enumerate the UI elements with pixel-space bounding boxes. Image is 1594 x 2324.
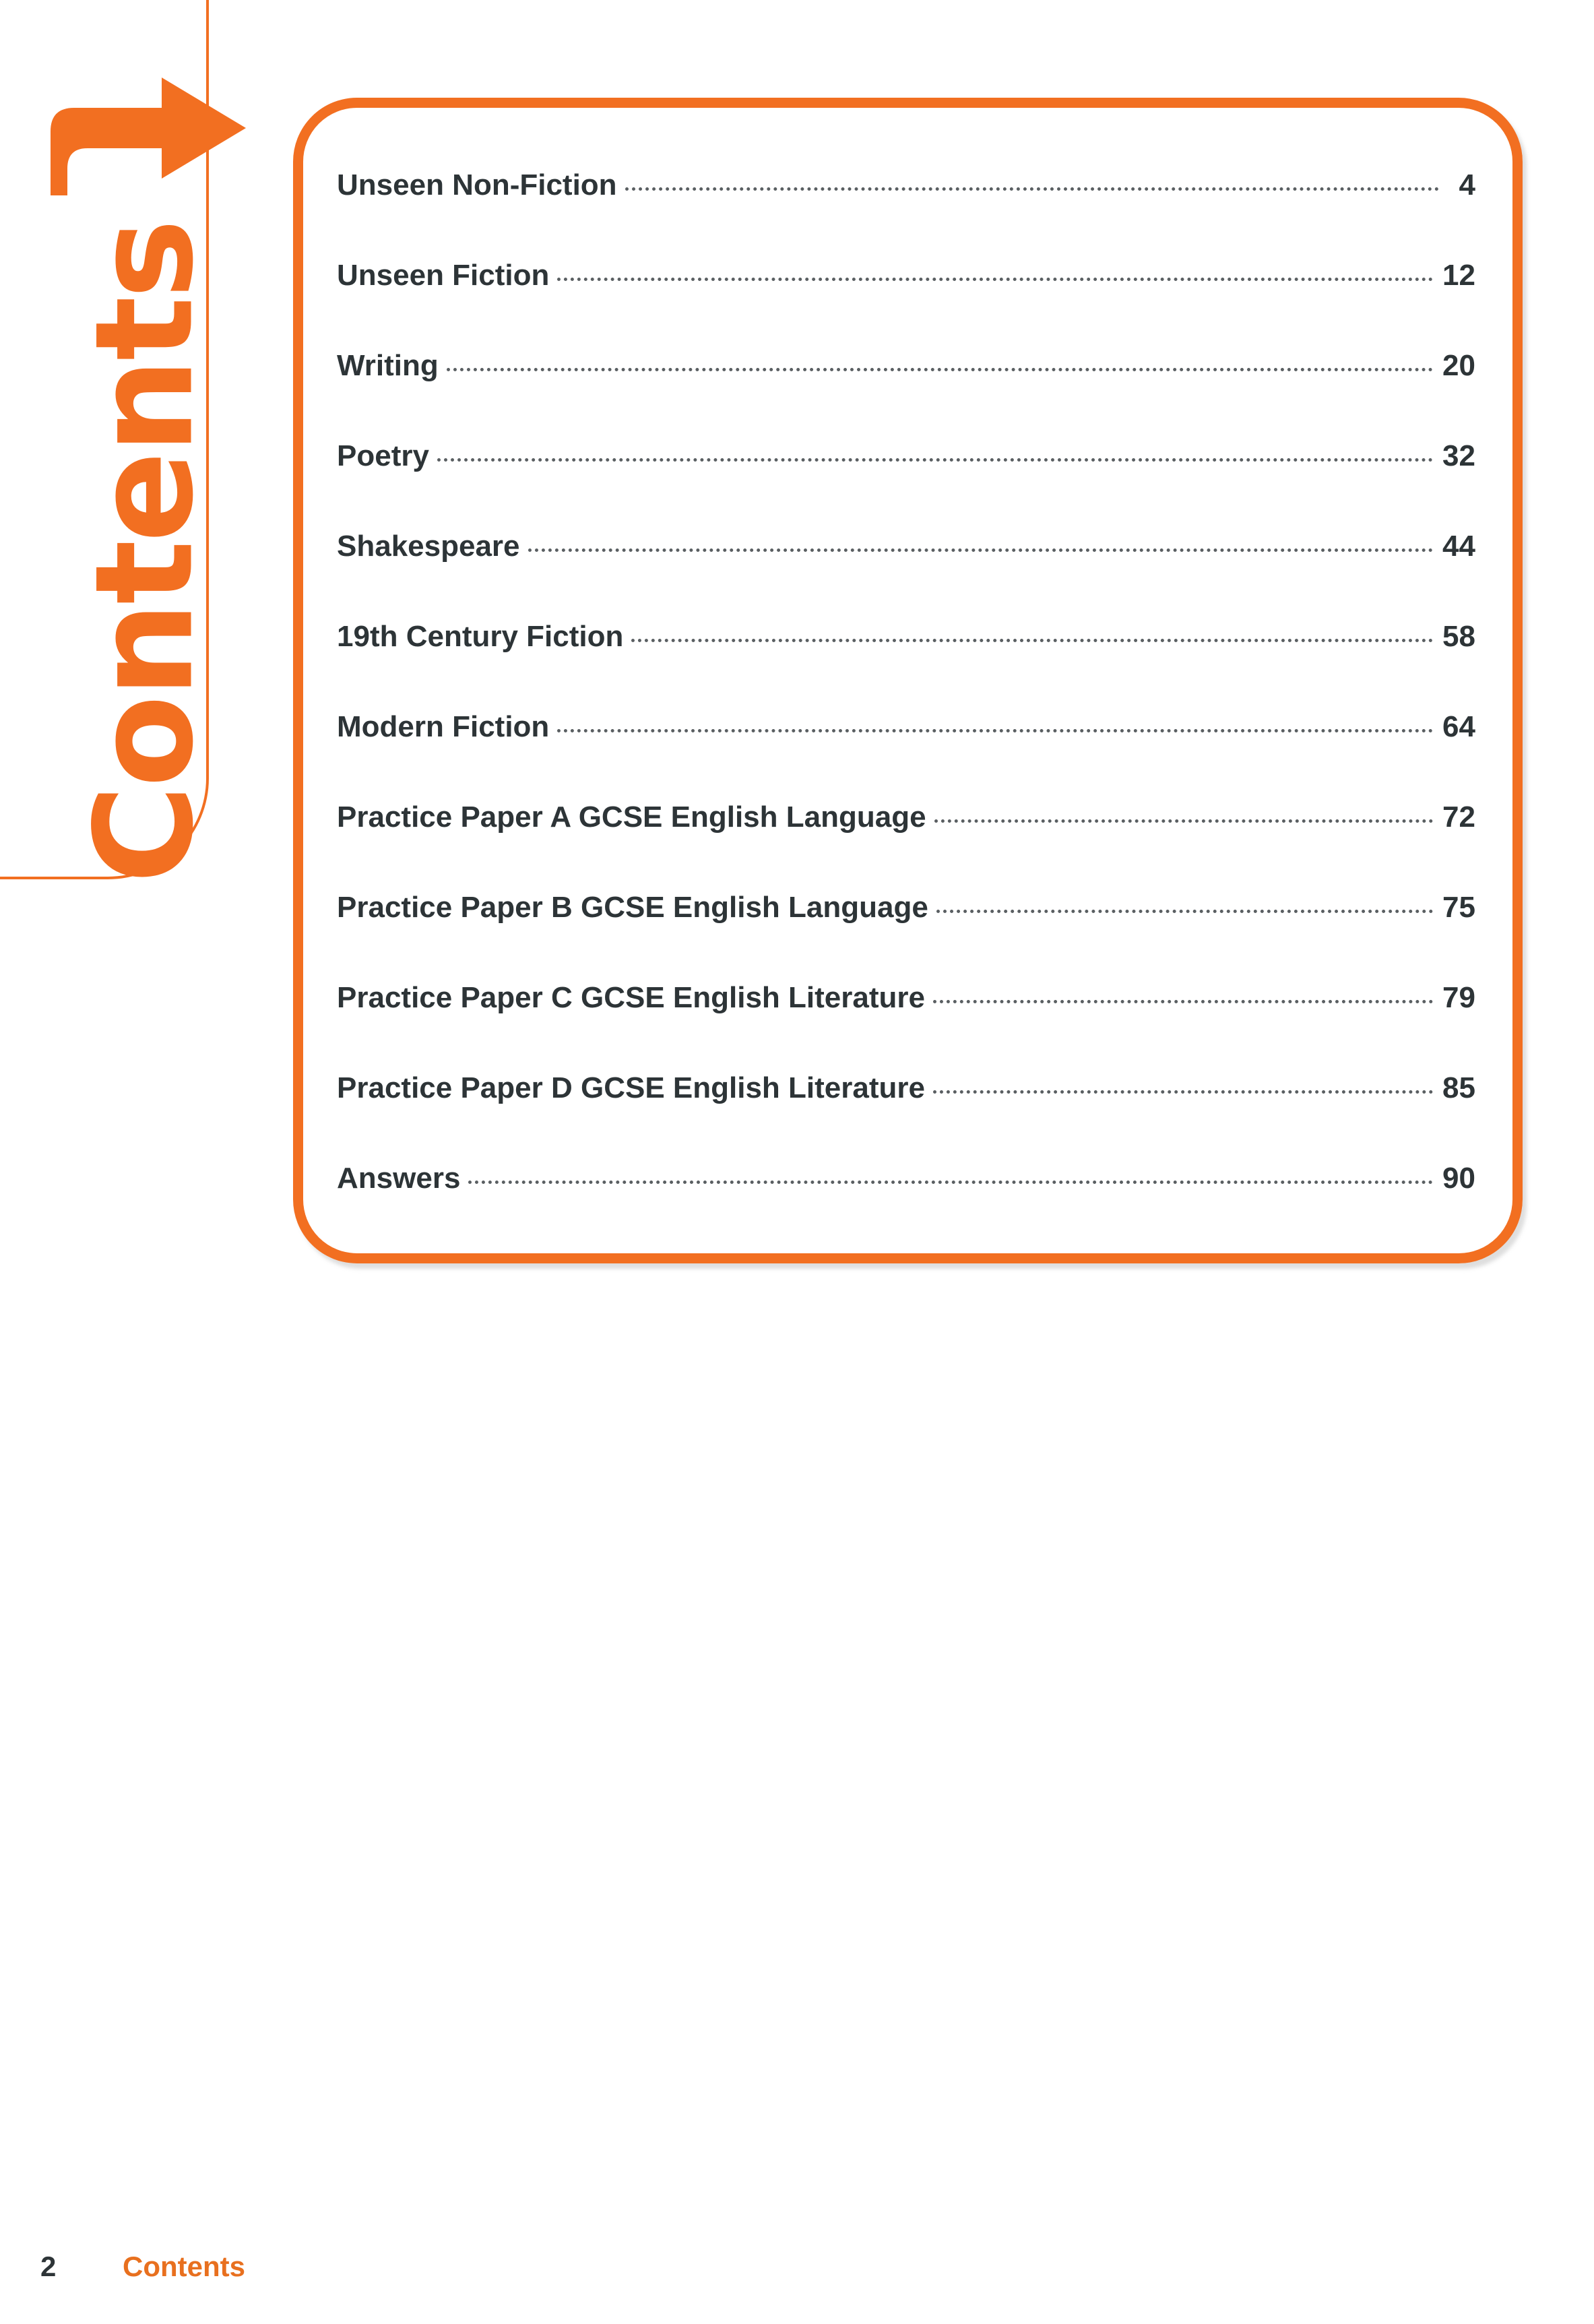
toc-entry-title: Unseen Non-Fiction — [337, 168, 617, 201]
toc-entry[interactable] — [337, 620, 1475, 710]
toc-entry-title: Unseen Fiction — [337, 259, 550, 292]
arrow-right-icon — [51, 77, 246, 199]
toc-entry-title: Practice Paper D GCSE English Literature — [337, 1071, 925, 1104]
toc-dot-leader — [557, 729, 1433, 732]
toc-entry[interactable] — [337, 891, 1475, 981]
toc-dot-leader — [447, 368, 1433, 371]
toc-entry-page: 85 — [1442, 1071, 1475, 1104]
toc-entry[interactable] — [337, 981, 1475, 1071]
toc-entry-title: Practice Paper A GCSE English Language — [337, 800, 926, 834]
toc-entry[interactable] — [337, 1071, 1475, 1162]
page-title: Contents — [66, 221, 224, 884]
toc-entry-title: Practice Paper B GCSE English Language — [337, 891, 928, 924]
toc-dot-leader — [557, 278, 1433, 281]
toc-entry-title: 19th Century Fiction — [337, 620, 624, 653]
toc-dot-leader — [933, 1000, 1433, 1003]
toc-entry-page: 12 — [1442, 259, 1475, 292]
toc-entry[interactable] — [337, 439, 1475, 530]
toc-entry-page: 4 — [1459, 168, 1475, 201]
toc-entry-page: 90 — [1442, 1162, 1475, 1195]
toc-entry[interactable] — [337, 1162, 1475, 1252]
toc-dot-leader — [933, 1090, 1433, 1094]
toc-entry-page: 44 — [1442, 530, 1475, 563]
toc-dot-leader — [936, 910, 1433, 913]
toc-entry[interactable] — [337, 530, 1475, 620]
contents-box — [293, 98, 1523, 1263]
footer-page-number: 2 — [40, 2251, 57, 2282]
toc-entry-page: 20 — [1442, 349, 1475, 382]
toc-entry-title: Answers — [337, 1162, 461, 1195]
toc-entry[interactable] — [337, 800, 1475, 891]
toc-dot-leader — [437, 458, 1433, 462]
toc-entry-title: Practice Paper C GCSE English Literature — [337, 981, 925, 1014]
toc-entry-page: 32 — [1442, 439, 1475, 472]
toc-dot-leader — [934, 819, 1434, 823]
toc-entry-page: 64 — [1442, 710, 1475, 743]
toc-entry[interactable] — [337, 168, 1475, 259]
toc-entry-title: Poetry — [337, 439, 429, 472]
toc-entry[interactable] — [337, 349, 1475, 439]
toc-entry-title: Modern Fiction — [337, 710, 550, 743]
toc-entry-page: 79 — [1442, 981, 1475, 1014]
toc-entry-page: 72 — [1442, 800, 1475, 834]
toc-entry[interactable] — [337, 710, 1475, 800]
footer-label: Contents — [123, 2251, 245, 2282]
toc-entry-title: Shakespeare — [337, 530, 520, 563]
toc-entry-page: 75 — [1442, 891, 1475, 924]
toc-entry-title: Writing — [337, 349, 439, 382]
toc-dot-leader — [528, 548, 1434, 552]
toc-entry-page: 58 — [1442, 620, 1475, 653]
toc-dot-leader — [468, 1181, 1433, 1184]
toc-list — [337, 168, 1475, 1252]
toc-dot-leader — [631, 639, 1433, 642]
toc-dot-leader — [625, 187, 1439, 191]
toc-entry[interactable] — [337, 259, 1475, 349]
